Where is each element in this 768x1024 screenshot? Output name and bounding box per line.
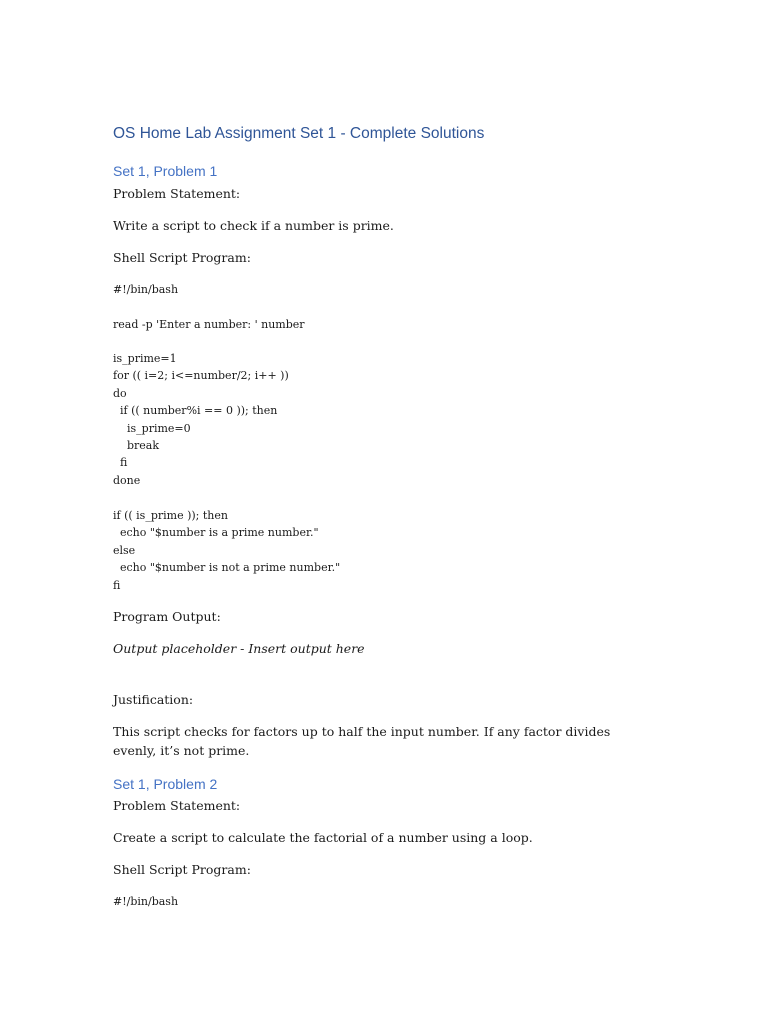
- problem-2-statement-label: Problem Statement:: [113, 798, 241, 813]
- problem-1-output-placeholder: Output placeholder - Insert output here: [113, 641, 365, 656]
- problem-1-code-read: read -p 'Enter a number: ' number: [113, 318, 305, 331]
- problem-1-code-loop: is_prime=1 for (( i=2; i<=number/2; i++ )) do if (( number%i == 0 )); then is_prime=0 break fi done: [113, 352, 289, 487]
- problem-2-program-label: Shell Script Program:: [113, 862, 251, 877]
- problem-1-statement-label: Problem Statement:: [113, 186, 241, 201]
- problem-1-justification-label: Justification:: [113, 692, 194, 707]
- problem-2-statement: Create a script to calculate the factorial of a number using a loop.: [113, 830, 533, 845]
- problem-1-statement: Write a script to check if a number is prime.: [113, 218, 394, 233]
- problem-2-shebang: #!/bin/bash: [113, 895, 179, 908]
- problem-1-justification: This script checks for factors up to half the input number. If any factor divides evenly, it’s not prime.: [113, 724, 611, 758]
- problem-1-output-label: Program Output:: [113, 609, 221, 624]
- problem-1-shebang: #!/bin/bash: [113, 283, 179, 296]
- document-title: OS Home Lab Assignment Set 1 - Complete Solutions: [113, 125, 485, 142]
- problem-2-heading: Set 1, Problem 2: [113, 776, 218, 792]
- problem-1-heading: Set 1, Problem 1: [113, 163, 218, 179]
- problem-1-program-label: Shell Script Program:: [113, 250, 251, 265]
- problem-1-code-if: if (( is_prime )); then echo "$number is a prime number." else echo "$number is not a prime number." fi: [113, 509, 341, 592]
